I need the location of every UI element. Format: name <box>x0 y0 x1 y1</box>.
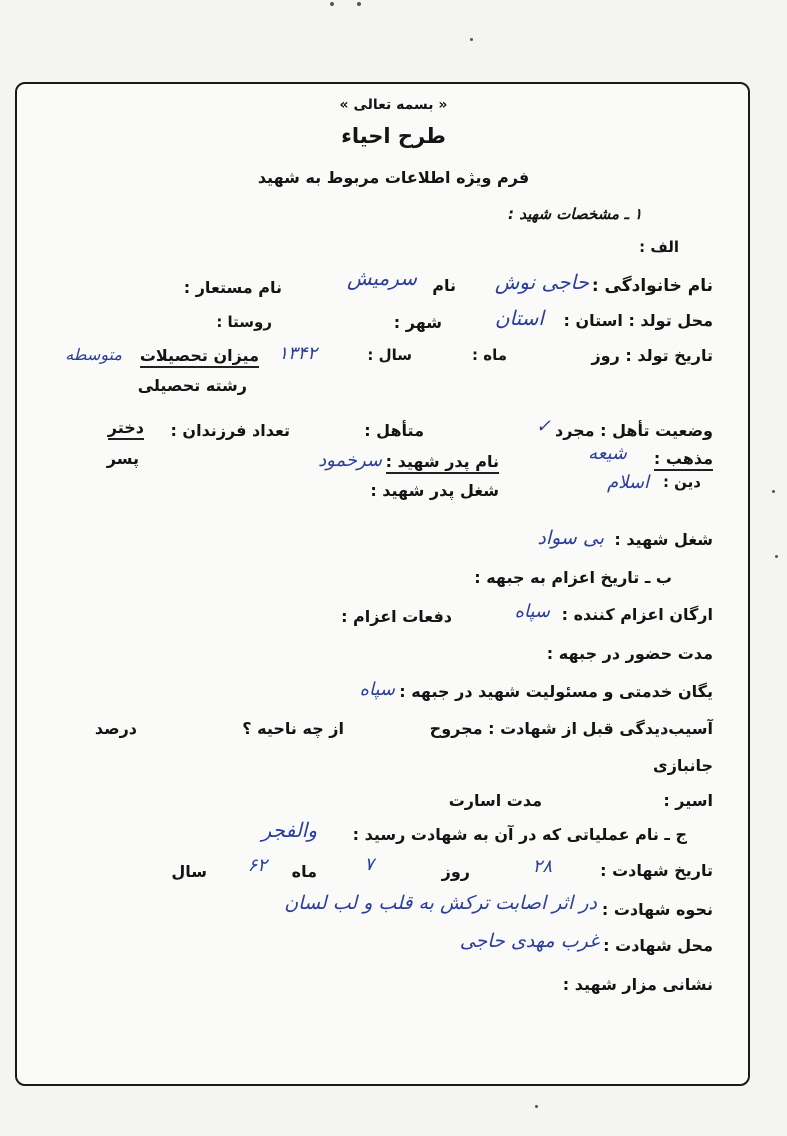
birth-year-value: ۱۳۴۲ <box>278 343 317 364</box>
scan-speck <box>535 1105 538 1108</box>
religion-label: دین : <box>662 473 701 491</box>
duration-label: مدت حضور در جبهه : <box>546 644 713 663</box>
unit-label: یگان خدمتی و مسئولیت شهید در جبهه : <box>399 682 713 701</box>
martyrdom-year-value: ۶۲ <box>247 855 267 876</box>
disability-label: جانبازی <box>653 756 713 775</box>
field-label: رشته تحصیلی <box>137 376 247 395</box>
injury-label: آسیب‌دیدگی قبل از شهادت : مجروح <box>429 719 713 738</box>
org-label: ارگان اعزام کننده : <box>561 605 713 624</box>
manner-value: در اثر اصابت ترکش به قلب و لب لسان <box>284 892 597 914</box>
captivity-label: مدت اسارت <box>448 791 542 810</box>
father-name-label: نام پدر شهید : <box>386 452 499 474</box>
job-value: بی سواد <box>537 527 604 549</box>
single-check: ✓ <box>535 416 551 437</box>
martyrdom-day-value: ۲۸ <box>532 856 552 877</box>
form-title: طرح احیاء <box>341 124 446 148</box>
birth-month-label: ماه : <box>472 346 507 364</box>
unit-value: سپاه <box>359 679 395 700</box>
first-name-label: نام <box>432 276 456 295</box>
father-name-value: سرخمود <box>318 450 382 471</box>
scan-speck <box>470 38 473 41</box>
job-label: شغل شهید : <box>614 530 713 549</box>
martyrdom-month-value: ۷ <box>364 854 374 875</box>
family-name-label: نام خانوادگی : <box>591 276 713 296</box>
city-label: شهر : <box>393 313 442 332</box>
martyrdom-date-label: تاریخ شهادت : <box>600 861 713 880</box>
birth-year-label: سال : <box>367 346 412 364</box>
sect-value: شیعه <box>588 443 627 464</box>
place-value: غرب مهدی حاجی <box>459 930 599 952</box>
sect-label: مذهب : <box>654 449 713 471</box>
village-label: روستا : <box>216 313 272 331</box>
place-label: محل شهادت : <box>603 936 713 955</box>
form-subtitle: فرم ویژه اطلاعات مربوط به شهید <box>257 168 530 187</box>
religion-value: اسلام <box>607 472 649 493</box>
father-job-label: شغل پدر شهید : <box>370 481 499 500</box>
bismillah: « بسمه تعالی » <box>339 97 448 113</box>
scan-speck <box>330 2 334 6</box>
education-value: متوسطه <box>65 345 122 364</box>
martyrdom-year-label: سال <box>171 862 207 881</box>
manner-label: نحوه شهادت : <box>601 900 713 919</box>
children-label: تعداد فرزندان : <box>170 421 290 440</box>
org-value: سپاه <box>514 601 550 622</box>
education-label: میزان تحصیلات <box>140 346 259 368</box>
marital-label: وضعیت تأهل : مجرد <box>554 421 713 440</box>
percent-label: درصد <box>94 719 137 738</box>
section-jim-heading: ج ـ نام عملیاتی که در آن به شهادت رسید : <box>352 825 687 844</box>
scan-speck <box>357 2 361 6</box>
first-name-value: سرمیش <box>346 266 417 290</box>
captive-label: اسیر : <box>663 791 713 810</box>
birthplace-label: محل تولد : استان : <box>563 311 713 330</box>
section1-heading: ۱ ـ مشخصات شهید : <box>507 205 642 223</box>
grave-label: نشانی مزار شهید : <box>562 975 713 994</box>
times-label: دفعات اعزام : <box>341 607 452 626</box>
scan-speck <box>775 555 778 558</box>
province-value: استان <box>494 306 544 330</box>
daughter-label: دختر <box>108 418 144 440</box>
married-label: متأهل : <box>364 421 424 440</box>
martyrdom-month-label: ماه <box>291 862 317 881</box>
scan-speck <box>772 490 775 493</box>
section-be-heading: ب ـ تاریخ اعزام به جبهه : <box>474 568 672 587</box>
family-name-value: حاجی نوش <box>494 270 589 294</box>
operation-value: والفجر <box>261 818 317 842</box>
part-alef: الف : <box>639 238 679 256</box>
alias-label: نام مستعار : <box>183 278 282 297</box>
son-label: پسر <box>106 449 139 468</box>
martyrdom-day-label: روز <box>441 862 470 881</box>
birthdate-label: تاریخ تولد : روز <box>591 346 713 365</box>
area-label: از چه ناحیه ؟ <box>242 719 344 738</box>
